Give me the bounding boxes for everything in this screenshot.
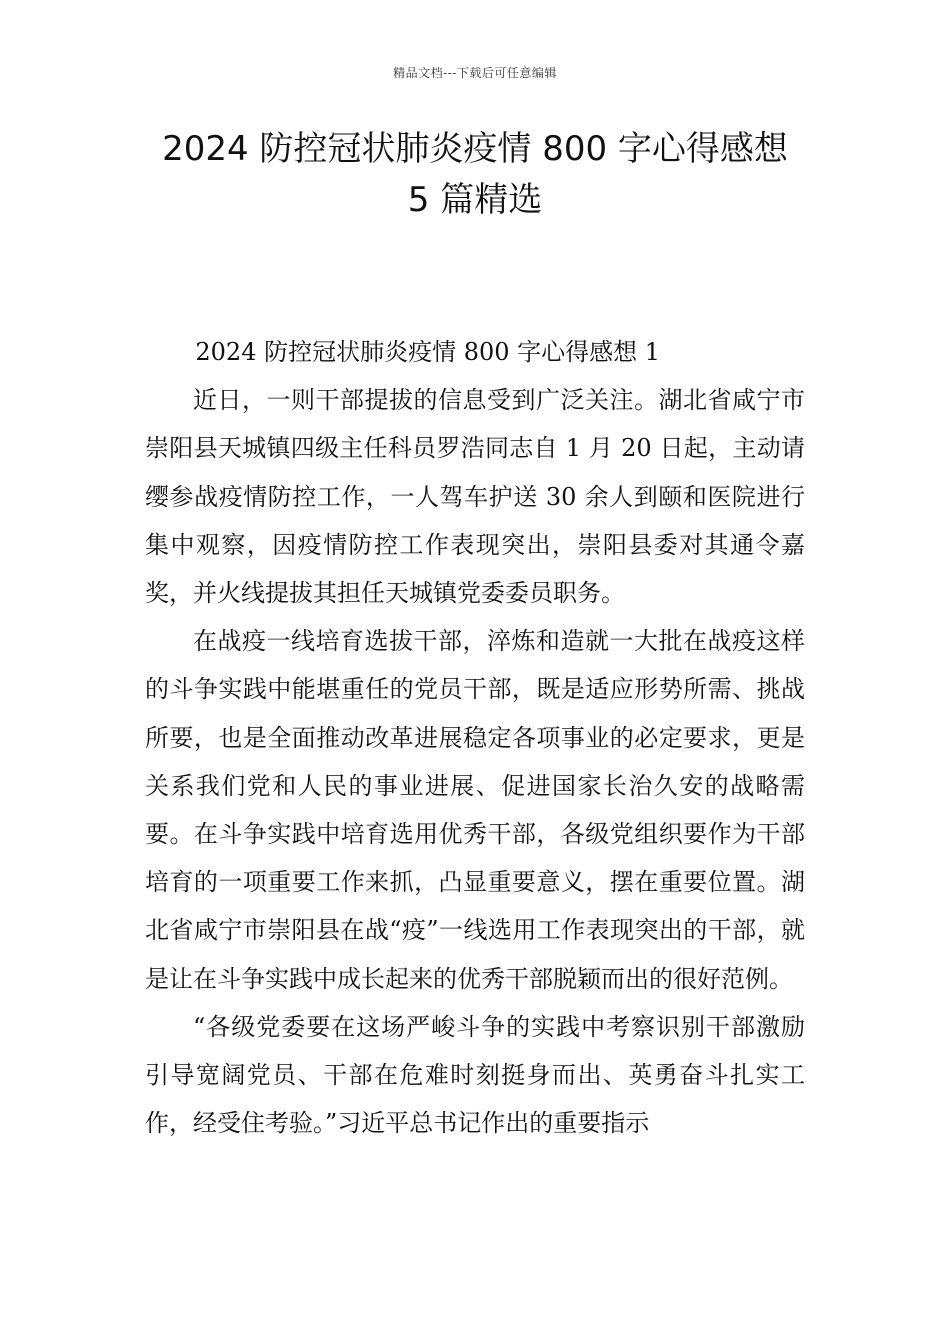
title-line-2: 5 篇精选 xyxy=(407,180,543,220)
title-line-1: 2024 防控冠状肺炎疫情 800 字心得感想 xyxy=(162,129,788,169)
document-title xyxy=(120,124,830,226)
header-note: 精品文档---下载后可任意编辑 xyxy=(393,66,557,80)
paragraph: 在战疫一线培育选拔干部，淬炼和造就一大批在战疫这样的斗争实践中能堪重任的党员干部，既是适应形势所需、挑战所要，也是全面推动改革进展稳定各项事业的必定要求，更是关系我们党和人民的事业进展、促进国家长治久安的战略需要。在斗争实践中培育选用优秀干部，各级党组织要作为干部培育的一项重要工作来抓，凸显重要意义，摆在重要位置。湖北省咸宁市崇阳县在战“疫”一线选用工作表现突出的干部，就是让在斗争实践中成长起来的优秀干部脱颖而出的很好范例。 xyxy=(145,627,805,993)
document-body xyxy=(145,328,805,1147)
section-heading: 2024 防控冠状肺炎疫情 800 字心得感想 1 xyxy=(195,338,661,366)
paragraph: “各级党委要在这场严峻斗争的实践中考察识别干部激励引导宽阔党员、干部在危难时刻挺身而出、英勇奋斗扎实工作，经受住考验。”习近平总书记作出的重要指示 xyxy=(145,1012,805,1138)
paragraph: 近日，一则干部提拔的信息受到广泛关注。湖北省咸宁市崇阳县天城镇四级主任科员罗浩同志自 1 月 20 日起，主动请缨参战疫情防控工作，一人驾车护送 30 余人到颐和医院进行集中观察，因疫情防控工作表现突出，崇阳县委对其通令嘉奖，并火线提拔其担任天城镇党委委员职务。 xyxy=(145,386,805,608)
